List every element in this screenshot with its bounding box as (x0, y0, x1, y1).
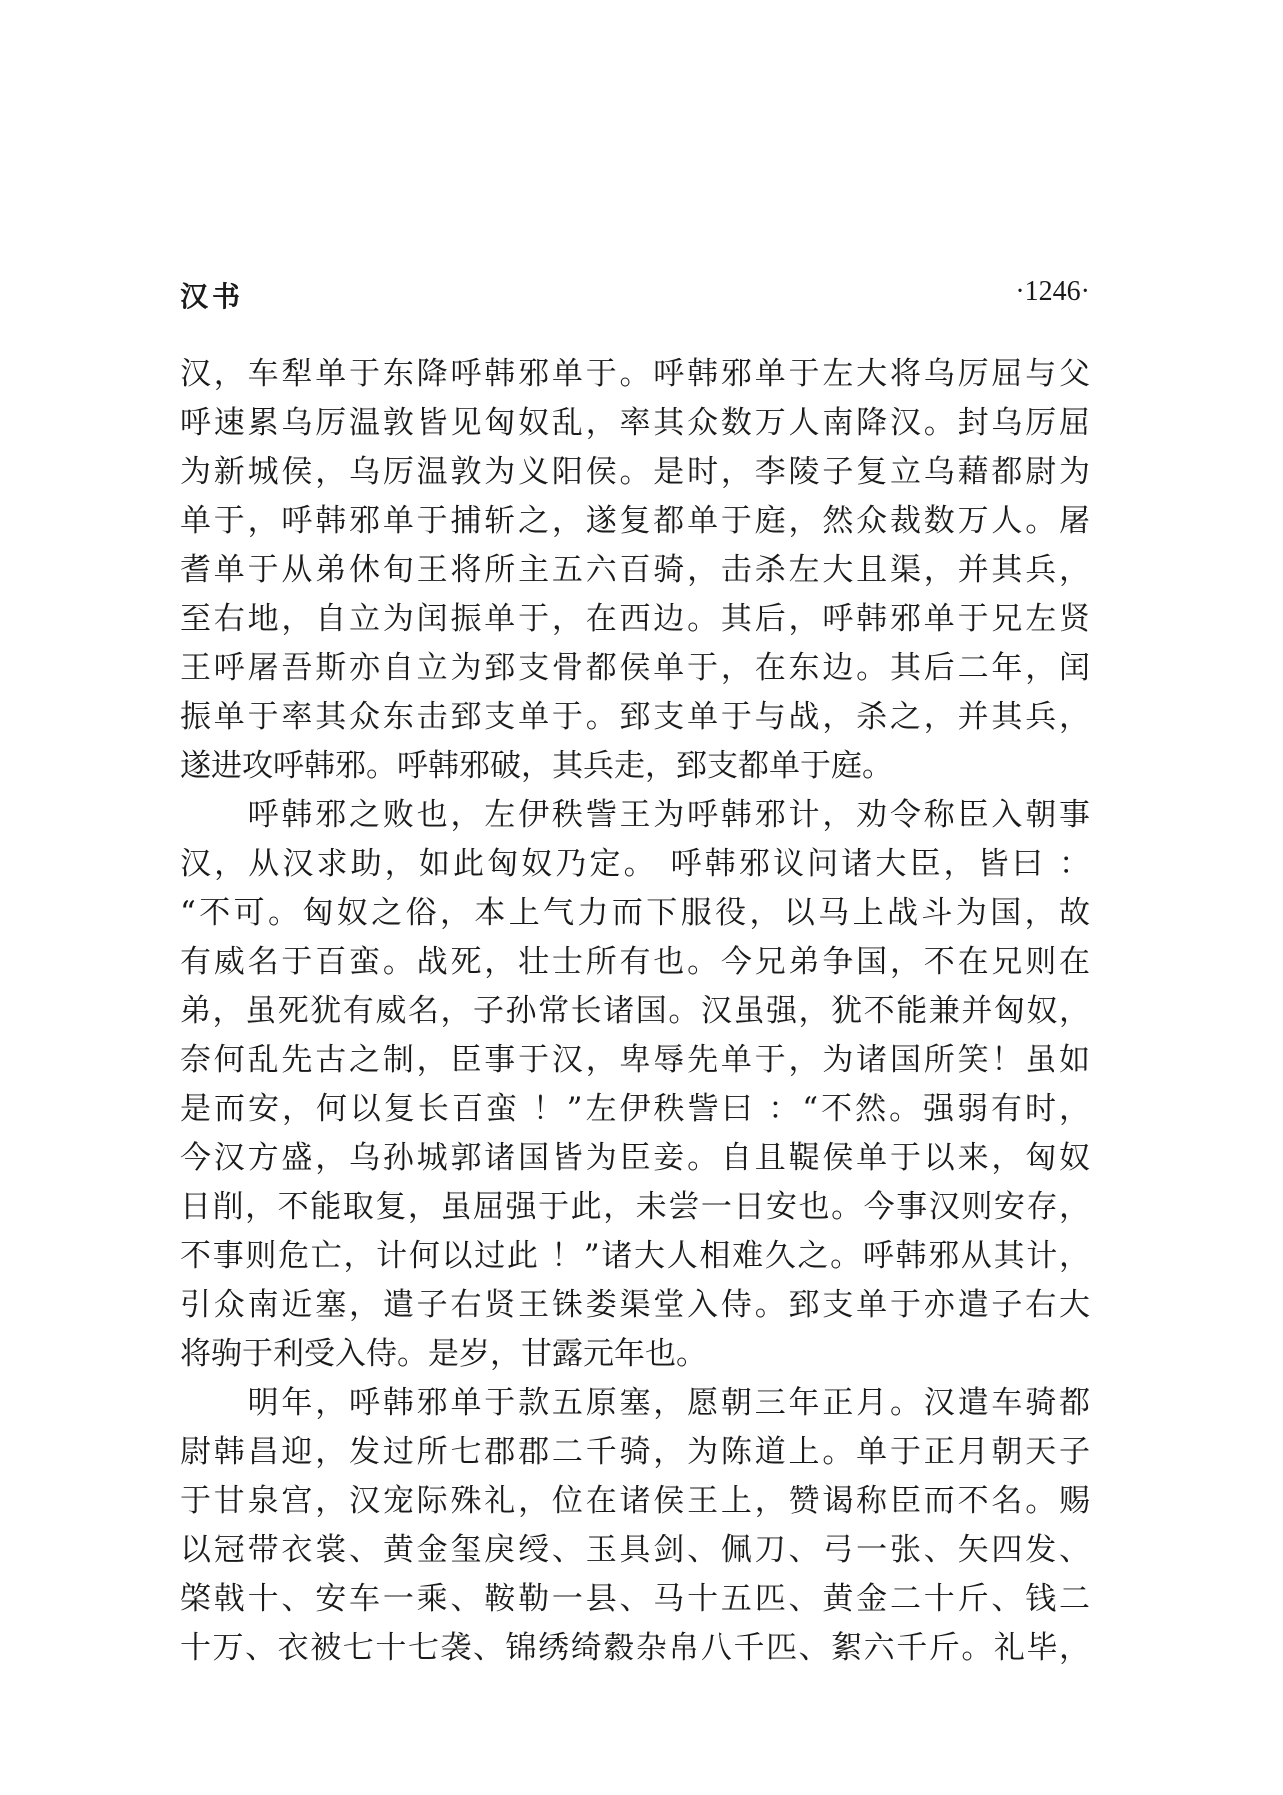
text-line: 有威名于百蛮。战死，壮士所有也。今兄弟争国，不在兄则在 (180, 944, 1090, 980)
text-line: 是而安，何以复长百蛮 ！”左伊秩訾曰 ：“不然。强弱有时， (180, 1091, 1090, 1127)
text-line: 明年，呼韩邪单于款五原塞，愿朝三年正月。汉遣车骑都 (180, 1385, 1090, 1421)
text-line: 十万、衣被七十七袭、锦绣绮縠杂帛八千匹、絮六千斤。礼毕， (180, 1630, 1090, 1666)
text-line: 于甘泉宫，汉宠际殊礼，位在诸侯王上，赞谒称臣而不名。赐 (180, 1483, 1090, 1519)
text-line: 遂进攻呼韩邪。呼韩邪破，其兵走，郅支都单于庭。 (180, 748, 893, 784)
text-line: 棨戟十、安车一乘、鞍勒一县、马十五匹、黄金二十斤、钱二 (180, 1581, 1090, 1617)
text-line: 奈何乱先古之制，臣事于汉，卑辱先单于，为诸国所笑！虽如 (180, 1042, 1090, 1078)
text-line: 汉，从汉求助，如此匈奴乃定。 呼韩邪议问诸大臣，皆曰 ： (180, 846, 1090, 882)
text-line: 今汉方盛，乌孙城郭诸国皆为臣妾。自且鞮侯单于以来，匈奴 (180, 1140, 1090, 1176)
text-line: 以冠带衣裳、黄金玺戾绶、玉具剑、佩刀、弓一张、矢四发、 (180, 1532, 1090, 1568)
text-line: 将驹于利受入侍。是岁，甘露元年也。 (180, 1336, 707, 1372)
running-title: 汉书 (180, 280, 245, 313)
text-line: 呼速累乌厉温敦皆见匈奴乱，率其众数万人南降汉。封乌厉屈 (180, 405, 1090, 441)
text-line: 为新城侯，乌厉温敦为义阳侯。是时，李陵子复立乌藉都尉为 (180, 454, 1090, 490)
text-line: 尉韩昌迎，发过所七郡郡二千骑，为陈道上。单于正月朝天子 (180, 1434, 1090, 1470)
text-line: 汉，车犁单于东降呼韩邪单于。呼韩邪单于左大将乌厉屈与父 (180, 356, 1090, 392)
text-line: 至右地，自立为闰振单于，在西边。其后，呼韩邪单于兄左贤 (180, 601, 1090, 637)
text-line: 呼韩邪之败也，左伊秩訾王为呼韩邪计，劝令称臣入朝事 (180, 797, 1090, 833)
text-line: 王呼屠吾斯亦自立为郅支骨都侯单于，在东边。其后二年，闰 (180, 650, 1090, 686)
text-line: 引众南近塞，遣子右贤王铢娄渠堂入侍。郅支单于亦遣子右大 (180, 1287, 1090, 1323)
text-line: 振单于率其众东击郅支单于。郅支单于与战，杀之，并其兵， (180, 699, 1090, 735)
page-number: ·1246· (1015, 276, 1090, 307)
text-line: 耆单于从弟休旬王将所主五六百骑，击杀左大且渠，并其兵， (180, 552, 1090, 588)
text-line: “不可。匈奴之俗，本上气力而下服役，以马上战斗为国，故 (180, 895, 1090, 931)
text-line: 弟，虽死犹有威名，子孙常长诸国。汉虽强，犹不能兼并匈奴， (180, 993, 1090, 1029)
text-line: 单于，呼韩邪单于捕斩之，遂复都单于庭，然众裁数万人。屠 (180, 503, 1090, 539)
body-text (180, 350, 1090, 1673)
text-line: 不事则危亡，计何以过此 ！”诸大人相难久之。呼韩邪从其计， (180, 1238, 1090, 1274)
text-line: 日削，不能取复，虽屈强于此，未尝一日安也。今事汉则安存， (180, 1189, 1090, 1225)
